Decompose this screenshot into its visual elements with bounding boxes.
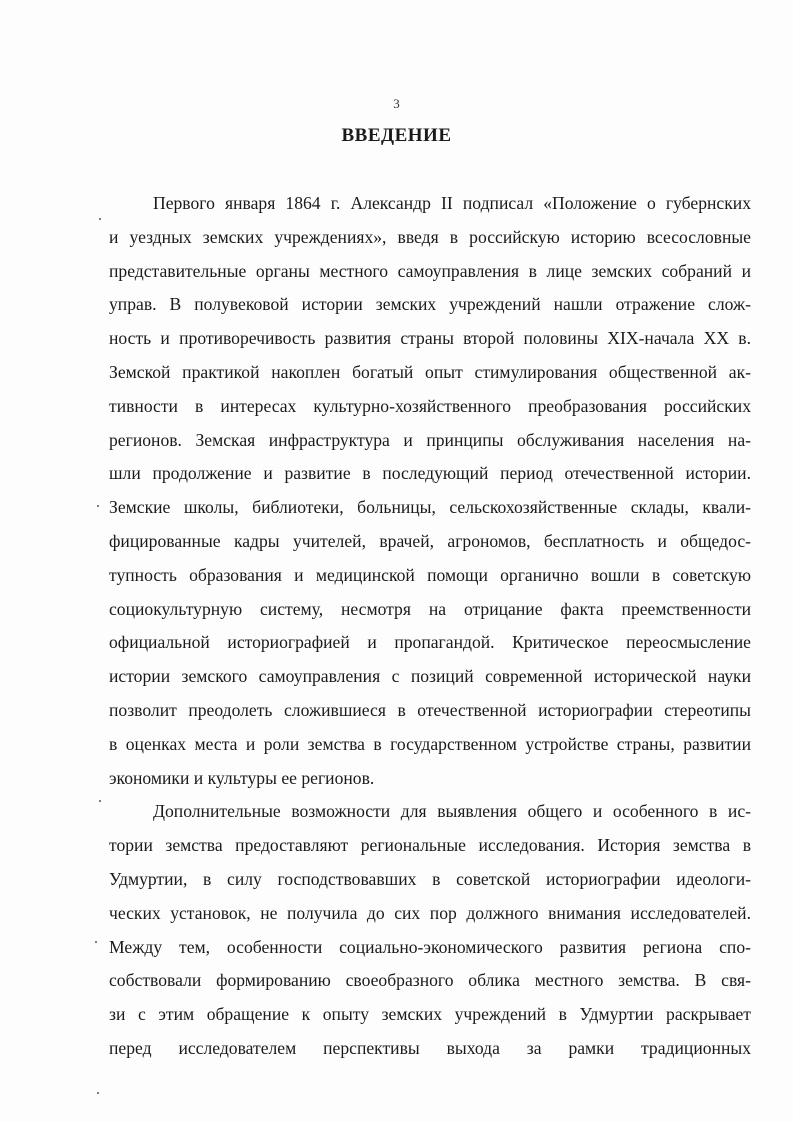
paragraph-1-line-14: официальной историографией и пропагандой. Критическое переосмысление: [109, 632, 751, 653]
paragraph-1-line-16: позволит преодолеть сложившиеся в отечественной историографии стереотипы: [109, 699, 751, 720]
paragraph-1-line-10: Земские школы, библиотеки, больницы, сельскохозяйственные склады, квали-: [109, 497, 751, 518]
paragraph-2-line-2: тории земства предоставляют региональные исследования. История земства в: [109, 835, 751, 856]
section-heading: ВВЕДЕНИЕ: [341, 125, 452, 146]
paragraph-1-line-17: в оценках места и роли земства в государственном устройстве страны, развитии: [109, 733, 751, 754]
paragraph-1-line-2: и уездных земских учреждениях», введя в российскую историю всесословные: [109, 226, 751, 247]
paragraph-1-line-13: социокультурную систему, несмотря на отрицание факта преемственности: [109, 598, 751, 619]
paragraph-1-line-7: тивности в интересах культурно-хозяйственного преобразования российских: [109, 395, 751, 416]
body-text: [109, 187, 751, 1066]
paragraph-2-line-1: Дополнительные возможности для выявления общего и особенного в ис-: [153, 801, 751, 822]
paragraph-1-line-8: регионов. Земская инфраструктура и принципы обслуживания населения на-: [109, 429, 751, 450]
paragraph-1-line-15: истории земского самоуправления с позиций современной исторической науки: [109, 666, 751, 687]
page-number: 3: [393, 96, 400, 111]
paragraph-1-line-4: управ. В полувековой истории земских учреждений нашли отражение слож-: [109, 294, 751, 315]
paragraph-1-line-12: тупность образования и медицинской помощи органично вошли в советскую: [109, 564, 751, 585]
scan-speck: [97, 1092, 99, 1094]
paragraph-1-line-3: представительные органы местного самоуправления в лице земских собраний и: [109, 260, 751, 281]
paragraph-2-line-3: Удмуртии, в силу господствовавших в советской историографии идеологи-: [109, 868, 751, 889]
paragraph-2-line-5: Между тем, особенности социально-экономического развития региона спо-: [109, 936, 751, 957]
paragraph-1-line-5: ность и противоречивость развития страны второй половины XIX-начала XX в.: [109, 328, 751, 349]
paragraph-1-line-11: фицированные кадры учителей, врачей, агрономов, бесплатность и общедос-: [109, 530, 751, 551]
paragraph-2-line-6: собствовали формированию своеобразного облика местного земства. В свя-: [109, 970, 751, 991]
paragraph-1-line-6: Земской практикой накоплен богатый опыт стимулирования общественной ак-: [109, 361, 751, 382]
paragraph-2-line-4: ческих установок, не получила до сих пор должного внимания исследователей.: [109, 902, 751, 923]
paragraph-1-line-18: экономики и культуры ее регионов.: [109, 767, 375, 788]
paragraph-2-line-7: зи с этим обращение к опыту земских учреждений в Удмуртии раскрывает: [109, 1004, 751, 1025]
paragraph-1-line-9: шли продолжение и развитие в последующий период отечественной истории.: [109, 463, 751, 484]
scan-speck: [99, 218, 101, 220]
paragraph-1-line-1: Первого января 1864 г. Александр II подписал «Положение о губернских: [153, 193, 751, 213]
scan-speck: [95, 941, 97, 943]
scan-speck: [99, 800, 101, 802]
paragraph-2-line-8: перед исследователем перспективы выхода за рамки традиционных: [109, 1037, 751, 1058]
scan-speck: [97, 505, 99, 507]
